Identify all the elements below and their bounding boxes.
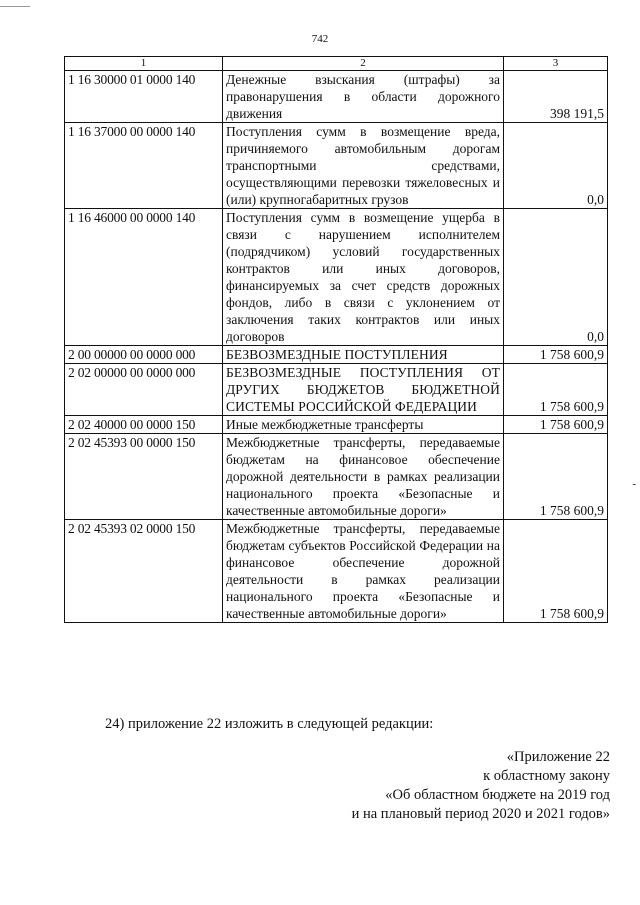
page-corner-mark (0, 0, 30, 7)
amount: 1 758 600,9 (504, 364, 608, 416)
column-header: 2 (223, 57, 504, 71)
budget-code: 1 16 37000 00 0000 140 (65, 123, 223, 209)
budget-table (64, 56, 608, 623)
amount: 0,0 (504, 209, 608, 346)
budget-code: 2 02 00000 00 0000 000 (65, 364, 223, 416)
income-name: БЕЗВОЗМЕЗДНЫЕ ПОСТУПЛЕНИЯ (223, 346, 504, 364)
table-row (65, 416, 608, 434)
income-name: Поступления сумм в возмещение вреда, причиняемого автомобильным дорогам транспортными средствами, осуществляющими перевозки тяжеловесных и (или) крупногабаритных грузов (223, 123, 504, 209)
table-header-row (65, 57, 608, 71)
column-header: 3 (504, 57, 608, 71)
table-row (65, 123, 608, 209)
budget-code: 2 02 45393 00 0000 150 (65, 434, 223, 520)
income-name: Межбюджетные трансферты, передаваемые бюджетам субъектов Российской Федерации на финансовое обеспечение дорожной деятельности в рамках реализации национального проекта «Безопасные и качественные автомобильные дороги» (223, 520, 504, 623)
table-row (65, 520, 608, 623)
table-row (65, 209, 608, 346)
table-row (65, 434, 608, 520)
income-name: Межбюджетные трансферты, передаваемые бюджетам на финансовое обеспечение дорожной деятельности в рамках реализации национального проекта «Безопасные и качественные автомобильные дороги» (223, 434, 504, 520)
appendix-line: к областному закону (483, 768, 610, 784)
amount: 1 758 600,9 (504, 346, 608, 364)
income-name: БЕЗВОЗМЕЗДНЫЕ ПОСТУПЛЕНИЯ ОТ ДРУГИХ БЮДЖЕТОВ БЮДЖЕТНОЙ СИСТЕМЫ РОССИЙСКОЙ ФЕДЕРАЦИИ (223, 364, 504, 416)
column-header: 1 (65, 57, 223, 71)
appendix-line: «Приложение 22 (506, 749, 610, 765)
page-number: 742 (311, 33, 329, 45)
budget-code: 1 16 46000 00 0000 140 (65, 209, 223, 346)
appendix-line: «Об областном бюджете на 2019 год (385, 787, 610, 803)
margin-mark: - (632, 478, 636, 490)
budget-code: 2 00 00000 00 0000 000 (65, 346, 223, 364)
budget-code: 1 16 30000 01 0000 140 (65, 71, 223, 123)
income-name: Поступления сумм в возмещение ущерба в связи с нарушением исполнителем (подрядчиком) условий государственных контрактов или иных договоров, финансируемых за счет средств дорожных фондов, либо в связи с уклонением от заключения таких контрактов или иных договоров (223, 209, 504, 346)
income-name: Иные межбюджетные трансферты (223, 416, 504, 434)
amount: 1 758 600,9 (504, 434, 608, 520)
amount: 1 758 600,9 (504, 520, 608, 623)
appendix-header (352, 748, 610, 824)
income-name: Денежные взыскания (штрафы) за правонарушения в области дорожного движения (223, 71, 504, 123)
table-row (65, 71, 608, 123)
table-row (65, 364, 608, 416)
budget-code: 2 02 45393 02 0000 150 (65, 520, 223, 623)
amount: 1 758 600,9 (504, 416, 608, 434)
amount: 398 191,5 (504, 71, 608, 123)
budget-code: 2 02 40000 00 0000 150 (65, 416, 223, 434)
amendment-instruction: 24) приложение 22 изложить в следующей редакции: (105, 716, 434, 732)
amount: 0,0 (504, 123, 608, 209)
appendix-line: и на плановый период 2020 и 2021 годов» (351, 806, 610, 822)
table-row (65, 346, 608, 364)
